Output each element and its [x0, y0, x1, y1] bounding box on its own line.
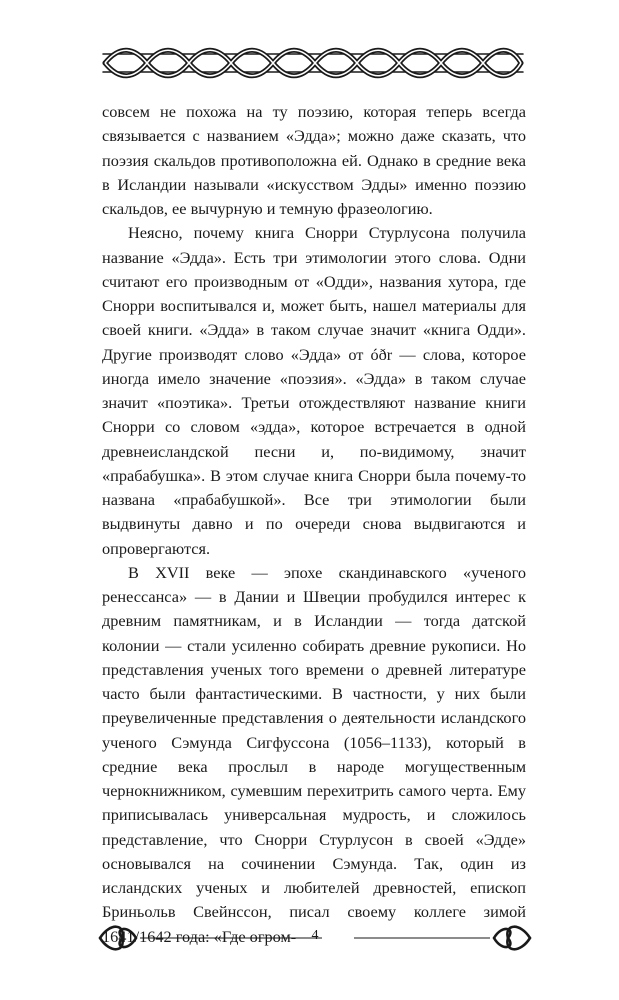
celtic-knot-header-ornament	[99, 40, 527, 86]
paragraph-3: В XVII веке — эпохе скандинавского «ученого ренессанса» — в Дании и Швеции пробудился интерес к древним памятникам, и в Исландии — тогда датской колонии — стали усиленно собирать древние рукописи. Но представления ученых того времени о древней литературе часто были фантастическими. В частности, у них были преувеличенные представления о деятельности исландского ученого Сэмунда Сигфуссона (1056–1133), который в средние века прослыл в народе могущественным чернокнижником, сумевшим перехитрить самого черта. Ему приписывалась универсальная мудрость, и сложилось представление, что Снорри Стурлусон в своей «Эдде» основывался на сочинении Сэмунда. Так, один из исландских ученых и любителей древностей, епископ Бриньольв Свейнссон, писал своему коллеге зимой 1641/1642 года: «Где огром-	[102, 562, 526, 946]
page-footer	[96, 918, 534, 958]
paragraph-2: Неясно, почему книга Снорри Стурлусона получила название «Эдда». Есть три этимологии этого слова. Одни считают его производным от «Одди», названия хутора, где Снорри воспитывался и, может быть, нашел материалы для своей книги. «Эдда» в таком случае значит «книга Одди». Другие производят слово «Эдда» от óðr — слова, которое иногда имело значение «поэзия». «Эдда» в таком случае значит «поэтика». Третьи отождествляют название книги Снорри со словом «эдда», которое встречается в одной древнеисландской песни и, по-видимому, значит «прабабушка». В этом случае книга Снорри была почему-то названа «прабабушкой». Все три этимологии были выдвинуты давно и по очереди снова выдвигаются и опровергаются.	[102, 223, 526, 558]
page-number: 4	[311, 928, 319, 943]
paragraph-1: совсем не похожа на ту поэзию, которая теперь всегда связывается с названием «Эдда»; можно даже сказать, что поэзия скальдов противоположна ей. Однако в средние века в Исландии называли «искусством Эдды» именно поэзию скальдов, ее вычурную и темную фразеологию.	[102, 102, 526, 218]
body-text	[102, 100, 526, 949]
